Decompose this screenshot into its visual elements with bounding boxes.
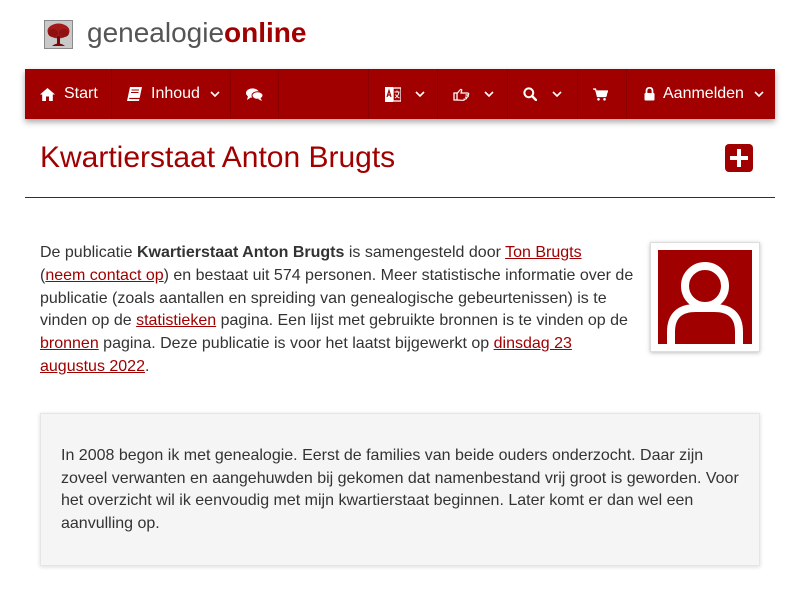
search-icon <box>523 87 537 101</box>
author-avatar[interactable] <box>650 242 760 352</box>
nav-inhoud[interactable] <box>112 69 231 119</box>
last-updated-link[interactable]: dinsdag 23 augustus 2022 <box>40 335 572 375</box>
plus-square-icon[interactable] <box>725 144 753 172</box>
nav-share[interactable] <box>438 69 508 119</box>
nav-search[interactable] <box>508 69 578 119</box>
author-link[interactable]: Ton Brugts <box>505 244 582 261</box>
nav-cart[interactable] <box>578 69 627 119</box>
nav-inhoud-label: Inhoud <box>151 85 200 102</box>
chevron-down-icon <box>754 91 764 97</box>
chevron-down-icon <box>415 91 425 97</box>
tree-icon[interactable] <box>44 20 73 49</box>
intro-text: is samengesteld door <box>344 244 506 261</box>
page-title: Kwartierstaat Anton Brugts <box>40 141 396 174</box>
publication-name: Kwartierstaat Anton Brugts <box>136 244 345 261</box>
shopping-cart-icon <box>593 88 608 101</box>
sources-link[interactable]: bronnen <box>40 335 99 353</box>
lock-icon <box>644 87 655 101</box>
home-icon <box>40 88 55 101</box>
nav-chat[interactable] <box>231 69 279 119</box>
intro-text: ( <box>40 266 46 284</box>
title-area <box>25 120 775 198</box>
chevron-down-icon <box>210 91 220 97</box>
publication-description <box>40 413 760 566</box>
site-logo[interactable] <box>87 15 306 51</box>
intro-text: ) en bestaat uit 574 personen. Meer statistische informatie over de publicatie (zoals aantallen en spreiding van genealogische gebeurtenissen) is te vinden op de <box>40 266 634 330</box>
intro-text: pagina. Deze publicatie is voor het laatst bijgewerkt op <box>98 335 494 353</box>
chevron-down-icon <box>552 91 562 97</box>
site-header <box>0 0 800 69</box>
hand-pointer-icon <box>453 88 470 101</box>
publication-intro <box>40 242 640 379</box>
main-navbar <box>25 69 775 119</box>
intro-text: . <box>144 357 150 375</box>
statistics-link[interactable]: statistieken <box>136 312 217 330</box>
language-icon <box>385 87 401 102</box>
nav-login[interactable] <box>627 69 775 119</box>
intro-text: De publicatie <box>40 244 137 261</box>
user-icon <box>658 250 752 344</box>
nav-language[interactable] <box>368 69 438 119</box>
comments-icon <box>246 88 263 101</box>
intro-text: pagina. Een lijst met gebruikte bronnen is te vinden op de <box>216 312 628 330</box>
logo-text-bold: online <box>224 17 307 48</box>
nav-start[interactable] <box>25 69 112 119</box>
nav-start-label: Start <box>64 85 98 102</box>
chevron-down-icon <box>484 91 494 97</box>
logo-text-plain: genealogie <box>87 17 225 48</box>
nav-login-label: Aanmelden <box>663 85 744 102</box>
description-text: In 2008 begon ik met genealogie. Eerst de families van beide ouders onderzocht. Daar zijn zoveel verwanten en aangehuwden bij gekomen dat namenbestand vrij groot is geworden. Voor het overzicht wil ik eenvoudig met mijn kwartierstaat beginnen. Later komt er dan wel een aanvulling op. <box>61 447 739 532</box>
book-icon <box>127 87 142 101</box>
contact-link[interactable]: neem contact op <box>45 266 164 284</box>
